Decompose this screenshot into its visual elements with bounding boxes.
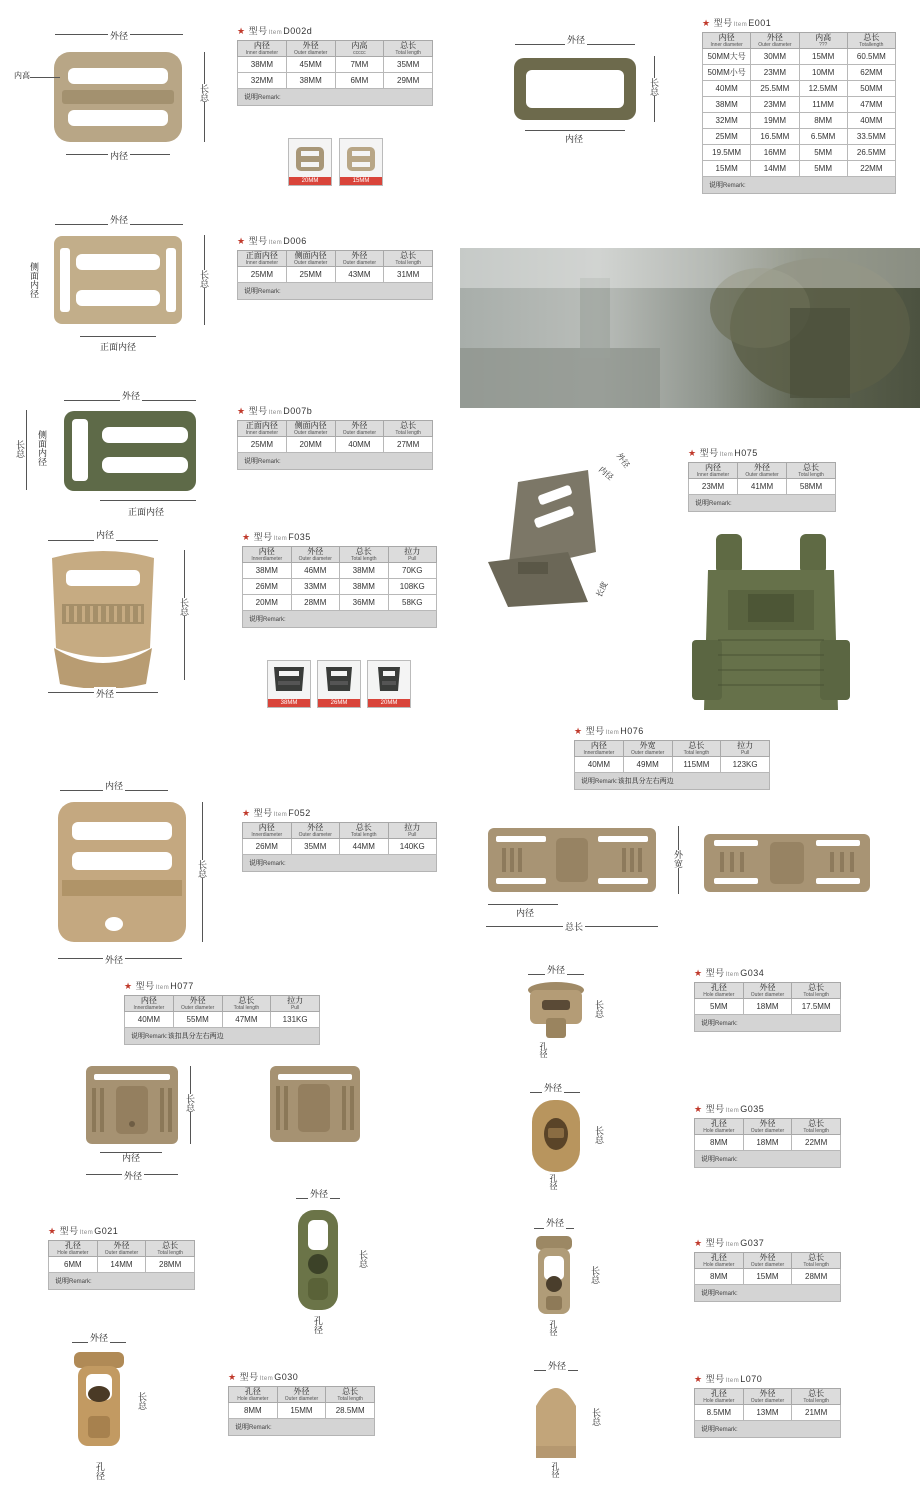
col-header: 孔径 Hole diameter	[695, 1253, 744, 1269]
table-cell: 22MM	[847, 161, 895, 177]
cord-lock-g037-image	[532, 1234, 576, 1320]
remark: 说明Remark:	[694, 1015, 841, 1032]
col-header: 孔径 Hole diameter	[49, 1241, 98, 1257]
table-cell: 115MM	[672, 757, 721, 773]
dim-hole: 孔径	[539, 1042, 548, 1058]
thumb-d002d-20mm[interactable]	[288, 138, 332, 186]
size-label: 20MM	[289, 177, 331, 185]
table-cell: 108KG	[388, 579, 437, 595]
col-header: 外径 Outer diameter	[743, 1389, 792, 1405]
table-row	[695, 1405, 841, 1421]
spec-title: ★ 型号ItemL070	[694, 1374, 763, 1384]
col-header: 外宽 Outer diameter	[623, 741, 672, 757]
table-cell: 70KG	[388, 563, 437, 579]
table-cell: 16MM	[751, 145, 799, 161]
col-header: 总长 Total length	[787, 463, 836, 479]
table-cell: 40MM	[335, 437, 384, 453]
dimension-line	[30, 77, 60, 78]
table-cell: 20MM	[243, 595, 292, 611]
table-cell: 15MM	[703, 161, 751, 177]
table-cell: 20MM	[286, 437, 335, 453]
spec-d006	[237, 234, 433, 300]
table-cell: 25MM	[238, 267, 287, 283]
col-header: 外径 Outer diameter	[335, 251, 384, 267]
spec-title: ★ 型号ItemD007b	[237, 406, 313, 416]
col-header: 外径 Outer diameter	[738, 463, 787, 479]
dim-outer: 外径	[122, 391, 141, 401]
col-header: 外径 Outer diameter	[286, 41, 335, 57]
dim-length: 长总	[594, 1126, 604, 1144]
col-header: 孔径 Hole diameter	[695, 1389, 744, 1405]
dim-length: 长总	[591, 1408, 601, 1426]
col-header: 内高 ???	[799, 33, 847, 49]
size-label: 38MM	[268, 699, 310, 707]
table-row	[703, 65, 896, 81]
table-cell: 5MM	[799, 161, 847, 177]
col-header: 总长 Total length	[672, 741, 721, 757]
dim-length: 长总	[199, 84, 209, 102]
spec-f052	[242, 806, 437, 872]
table-cell: 14MM	[751, 161, 799, 177]
table-cell: 123KG	[721, 757, 770, 773]
table-row	[703, 145, 896, 161]
table-row	[695, 1269, 841, 1285]
table-cell: 18MM	[743, 1135, 792, 1151]
table-cell: 13MM	[743, 1405, 792, 1421]
buckle-e001-image	[512, 56, 638, 122]
remark: 说明Remark:	[688, 495, 836, 512]
dim-outer: 外径	[546, 1218, 565, 1228]
table-cell: 38MM	[238, 57, 287, 73]
table-cell: 30MM	[751, 49, 799, 65]
table-cell: 8MM	[695, 1269, 744, 1285]
table-cell: 17.5MM	[792, 999, 841, 1015]
table-cell: 25MM	[286, 267, 335, 283]
table-cell: 50MM大号	[703, 49, 751, 65]
table-cell: 38MM	[340, 563, 389, 579]
spec-title: ★ 型号ItemH076	[574, 726, 644, 736]
dim-outer: 外径	[124, 1171, 143, 1181]
remark: 说明Remark:	[237, 283, 433, 300]
size-label: 15MM	[340, 177, 382, 185]
dim-outer: 外径	[105, 955, 124, 965]
spec-l070	[694, 1372, 841, 1438]
remark: 说明Remark:	[702, 177, 896, 194]
spec-title: ★ 型号ItemG021	[48, 1226, 119, 1236]
col-header: 外径 Outer diameter	[743, 1119, 792, 1135]
size-label: 26MM	[318, 699, 360, 707]
remark: 说明Remark:	[48, 1273, 195, 1290]
table-cell: 10MM	[799, 65, 847, 81]
spec-title: ★ 型号ItemH075	[688, 448, 758, 458]
col-header: 外径 Outer diameter	[97, 1241, 146, 1257]
table-row	[238, 267, 433, 283]
table-cell: 38MM	[286, 73, 335, 89]
dim-inner-height: 内高	[14, 71, 30, 80]
table-row	[703, 81, 896, 97]
table-cell: 29MM	[384, 73, 433, 89]
dim-side-inner: 侧面内径	[29, 262, 39, 298]
table-row	[703, 97, 896, 113]
table-cell: 32MM	[703, 113, 751, 129]
table-cell: 15MM	[799, 49, 847, 65]
dim-hole: 孔径	[313, 1316, 323, 1334]
table-cell: 5MM	[695, 999, 744, 1015]
spec-title: ★ 型号ItemF035	[242, 532, 311, 542]
table-row	[125, 1012, 320, 1028]
remark: 说明Remark:	[694, 1151, 841, 1168]
dim-length: 长总	[15, 440, 25, 458]
table-cell: 55MM	[173, 1012, 222, 1028]
dim-outer: 外径	[96, 689, 115, 699]
dim-hole: 孔径	[549, 1320, 558, 1336]
dim-length: 长总	[199, 270, 209, 288]
table-cell: 47MM	[222, 1012, 271, 1028]
table-row	[695, 1135, 841, 1151]
table-cell: 140KG	[388, 839, 437, 855]
col-header: 外径 Outer diameter	[743, 1253, 792, 1269]
table-cell: 36MM	[340, 595, 389, 611]
dim-outer: 外径	[614, 451, 632, 470]
table-cell: 25MM	[703, 129, 751, 145]
remark: 说明Remark:	[694, 1285, 841, 1302]
table-row	[575, 757, 770, 773]
thumb-f035-20mm[interactable]	[367, 660, 411, 708]
cord-end-l070-image	[532, 1376, 580, 1460]
col-header: 外径 Outer diameter	[751, 33, 799, 49]
remark: 说明Remark:	[228, 1419, 375, 1436]
table-cell: 16.5MM	[751, 129, 799, 145]
buckle-h076-back-image	[702, 830, 872, 896]
dim-outer: 外径	[544, 1083, 563, 1093]
table-cell: 11MM	[799, 97, 847, 113]
spec-g037	[694, 1236, 841, 1302]
table-cell: 19MM	[751, 113, 799, 129]
buckle-f052-image	[56, 800, 188, 944]
dim-inner: 内径	[516, 908, 535, 918]
buckle-d002d-image	[50, 48, 186, 146]
table-row	[243, 579, 437, 595]
spec-title: ★ 型号ItemG030	[228, 1372, 299, 1382]
dim-outer: 外径	[110, 31, 129, 41]
col-header: 总长 Total length	[384, 41, 433, 57]
col-header: 侧面内径 Outer diameter	[286, 421, 335, 437]
table-cell: 35MM	[384, 57, 433, 73]
col-header: 内高 ccccc	[335, 41, 384, 57]
table-cell: 26.5MM	[847, 145, 895, 161]
col-header: 总长 Total length	[340, 547, 389, 563]
table-cell: 23MM	[751, 97, 799, 113]
table-cell: 26MM	[243, 839, 292, 855]
col-header: 总长 Total length	[340, 823, 389, 839]
table-cell: 44MM	[340, 839, 389, 855]
col-header: 内径 Innerdiameter	[125, 996, 174, 1012]
spec-title: ★ 型号ItemD006	[237, 236, 307, 246]
table-cell: 8MM	[695, 1135, 744, 1151]
dim-front-inner: 正面内径	[128, 507, 165, 517]
col-header: 内径 Inner diameter	[238, 41, 287, 57]
dim-hole: 孔径	[95, 1462, 105, 1480]
table-row	[243, 563, 437, 579]
table-cell: 19.5MM	[703, 145, 751, 161]
cord-lock-g034-image	[524, 980, 588, 1042]
col-header: 孔径 Hole diameter	[229, 1387, 278, 1403]
dim-side-inner: 侧面内径	[37, 430, 47, 466]
table-cell: 23MM	[751, 65, 799, 81]
dim-hole: 孔径	[551, 1462, 560, 1478]
table-cell: 40MM	[703, 81, 751, 97]
dim-length: 长总	[594, 1000, 604, 1018]
table-cell: 7MM	[335, 57, 384, 73]
table-cell: 40MM	[847, 113, 895, 129]
col-header: 总长 Total length	[792, 1253, 841, 1269]
spec-g034	[694, 966, 841, 1032]
remark: 说明Remark:该扣具分左右两边	[574, 773, 770, 790]
col-header: 总长 Total length	[384, 421, 433, 437]
remark: 说明Remark:	[237, 453, 433, 470]
col-header: 内径 Innerdiameter	[243, 823, 292, 839]
table-cell: 5MM	[799, 145, 847, 161]
spec-h075	[688, 446, 836, 512]
cord-lock-g035-image	[528, 1098, 584, 1174]
remark: 说明Remark:该扣具分左右两边	[124, 1028, 320, 1045]
table-cell: 8MM	[799, 113, 847, 129]
dim-length: 长总	[185, 1094, 195, 1112]
buckle-d006-image	[50, 232, 186, 328]
dim-outer: 外径	[110, 215, 129, 225]
table-cell: 23MM	[689, 479, 738, 495]
table-cell: 40MM	[575, 757, 624, 773]
dim-outer: 外径	[310, 1189, 329, 1199]
col-header: 内径 Inner diameter	[689, 463, 738, 479]
col-header: 拉力 Pull	[388, 547, 437, 563]
col-header: 内径 Innerdiameter	[575, 741, 624, 757]
col-header: 外径 Outer diameter	[335, 421, 384, 437]
dim-inner: 内径	[596, 464, 616, 483]
dim-total-length: 总长	[565, 922, 584, 932]
spec-h077	[124, 979, 320, 1045]
dim-inner: 内径	[565, 134, 584, 144]
col-header: 总长 Total length	[326, 1387, 375, 1403]
table-cell: 25.5MM	[751, 81, 799, 97]
table-cell: 28MM	[792, 1269, 841, 1285]
dimension-line	[525, 130, 625, 131]
table-cell: 21MM	[792, 1405, 841, 1421]
col-header: 外径 Outer diameter	[291, 547, 340, 563]
dim-outer: 外径	[547, 965, 566, 975]
dim-outer: 外径	[90, 1333, 109, 1343]
col-header: 内径 Innerdiameter	[243, 547, 292, 563]
spec-title: ★ 型号ItemE001	[702, 18, 772, 28]
dimension-line	[80, 336, 156, 337]
cord-lock-g021-image	[294, 1208, 342, 1312]
dim-outer: 外径	[567, 35, 586, 45]
table-cell: 46MM	[291, 563, 340, 579]
table-cell: 26MM	[243, 579, 292, 595]
table-row	[703, 129, 896, 145]
col-header: 拉力 Pull	[388, 823, 437, 839]
col-header: 侧面内径 Outer diameter	[286, 251, 335, 267]
table-cell: 18MM	[743, 999, 792, 1015]
col-header: 外径 Outer diameter	[173, 996, 222, 1012]
table-cell: 50MM	[847, 81, 895, 97]
spec-d007b	[237, 404, 433, 470]
buckle-h076-front-image	[486, 824, 658, 896]
table-row	[238, 437, 433, 453]
table-row	[689, 479, 836, 495]
table-cell: 33MM	[291, 579, 340, 595]
table-cell: 58MM	[787, 479, 836, 495]
table-cell: 8MM	[229, 1403, 278, 1419]
table-row	[238, 57, 433, 73]
spec-h076	[574, 724, 770, 790]
table-cell: 38MM	[340, 579, 389, 595]
table-cell: 38MM	[703, 97, 751, 113]
spec-title: ★ 型号ItemF052	[242, 808, 311, 818]
remark: 说明Remark:	[694, 1421, 841, 1438]
table-cell: 35MM	[291, 839, 340, 855]
dim-length: 长度	[594, 580, 610, 599]
buckle-d007b-image	[62, 407, 198, 493]
table-cell: 40MM	[125, 1012, 174, 1028]
table-row	[238, 73, 433, 89]
table-row	[703, 161, 896, 177]
spec-f035	[242, 530, 437, 628]
table-row	[49, 1257, 195, 1273]
table-cell: 58KG	[388, 595, 437, 611]
thumb-f035-38mm[interactable]	[267, 660, 311, 708]
col-header: 拉力 Pull	[721, 741, 770, 757]
buckle-h077-back-image	[268, 1064, 362, 1144]
table-cell: 47MM	[847, 97, 895, 113]
col-header: 正面内径 Inner diameter	[238, 251, 287, 267]
table-cell: 15MM	[277, 1403, 326, 1419]
table-cell: 6.5MM	[799, 129, 847, 145]
banner-photo	[460, 248, 920, 408]
table-cell: 6MM	[49, 1257, 98, 1273]
table-cell: 28MM	[291, 595, 340, 611]
spec-g035	[694, 1102, 841, 1168]
dim-length: 长总	[649, 78, 659, 96]
col-header: 总长 Totallength	[847, 33, 895, 49]
buckle-h077-front-image	[84, 1064, 180, 1146]
table-row	[229, 1403, 375, 1419]
table-cell: 6MM	[335, 73, 384, 89]
dimension-line	[488, 904, 558, 905]
table-cell: 15MM	[743, 1269, 792, 1285]
spec-title: ★ 型号ItemG035	[694, 1104, 765, 1114]
size-label: 20MM	[368, 699, 410, 707]
table-row	[695, 999, 841, 1015]
plate-carrier-vest-image	[688, 530, 854, 716]
table-cell: 8.5MM	[695, 1405, 744, 1421]
col-header: 总长 Total length	[222, 996, 271, 1012]
table-row	[703, 113, 896, 129]
col-header: 孔径 Hole diameter	[695, 983, 744, 999]
dim-length: 长总	[358, 1250, 368, 1268]
cord-lock-g030-image	[70, 1350, 128, 1456]
remark: 说明Remark:	[242, 855, 437, 872]
spec-title: ★ 型号ItemH077	[124, 981, 194, 991]
spec-g030	[228, 1370, 375, 1436]
col-header: 拉力 Pull	[271, 996, 320, 1012]
col-header: 总长 Total length	[792, 1389, 841, 1405]
col-header: 总长 Total length	[792, 1119, 841, 1135]
col-header: 外径 Outer diameter	[277, 1387, 326, 1403]
table-cell: 28.5MM	[326, 1403, 375, 1419]
buckle-f035-image	[46, 548, 160, 688]
spec-g021	[48, 1224, 195, 1290]
col-header: 正面内径 Inner diameter	[238, 421, 287, 437]
dim-length: 长总	[137, 1392, 147, 1410]
table-cell: 25MM	[238, 437, 287, 453]
dim-length: 长总	[179, 598, 189, 616]
col-header: 内径 Inner diameter	[703, 33, 751, 49]
table-cell: 28MM	[146, 1257, 195, 1273]
spec-title: ★ 型号ItemD002d	[237, 26, 313, 36]
table-cell: 62MM	[847, 65, 895, 81]
table-cell: 60.5MM	[847, 49, 895, 65]
table-cell: 45MM	[286, 57, 335, 73]
col-header: 外径 Outer diameter	[743, 983, 792, 999]
table-cell: 12.5MM	[799, 81, 847, 97]
dim-inner: 内径	[105, 781, 124, 791]
table-cell: 32MM	[238, 73, 287, 89]
dim-front-inner: 正面内径	[100, 342, 137, 352]
table-cell: 33.5MM	[847, 129, 895, 145]
table-cell: 27MM	[384, 437, 433, 453]
dim-length: 长总	[590, 1266, 600, 1284]
thumb-d002d-15mm[interactable]	[339, 138, 383, 186]
table-cell: 131KG	[271, 1012, 320, 1028]
dim-inner: 内径	[96, 530, 115, 540]
table-cell: 38MM	[243, 563, 292, 579]
table-row	[243, 595, 437, 611]
spec-title: ★ 型号ItemG034	[694, 968, 765, 978]
dim-inner: 内径	[110, 151, 129, 161]
table-cell: 31MM	[384, 267, 433, 283]
table-cell: 43MM	[335, 267, 384, 283]
col-header: 孔径 Hole diameter	[695, 1119, 744, 1135]
table-cell: 41MM	[738, 479, 787, 495]
dim-outer: 外径	[548, 1361, 567, 1371]
table-row	[703, 49, 896, 65]
table-cell: 49MM	[623, 757, 672, 773]
col-header: 外径 Outer diameter	[291, 823, 340, 839]
col-header: 总长 Total length	[146, 1241, 195, 1257]
spec-e001	[702, 16, 896, 194]
table-cell: 50MM小号	[703, 65, 751, 81]
table-cell: 14MM	[97, 1257, 146, 1273]
buckle-h075-image	[478, 462, 614, 612]
table-row	[243, 839, 437, 855]
col-header: 总长 Total length	[384, 251, 433, 267]
dimension-line	[100, 500, 196, 501]
dim-length: 长总	[197, 860, 207, 878]
spec-d002d	[237, 24, 433, 106]
col-header: 总长 Total length	[792, 983, 841, 999]
remark: 说明Remark:	[237, 89, 433, 106]
remark: 说明Remark:	[242, 611, 437, 628]
table-cell: 22MM	[792, 1135, 841, 1151]
spec-title: ★ 型号ItemG037	[694, 1238, 765, 1248]
thumb-f035-26mm[interactable]	[317, 660, 361, 708]
dim-outer-width: 外宽	[673, 850, 683, 868]
dimension-line	[26, 410, 27, 490]
dim-hole: 孔径	[549, 1174, 558, 1190]
dim-inner: 内径	[122, 1153, 141, 1163]
